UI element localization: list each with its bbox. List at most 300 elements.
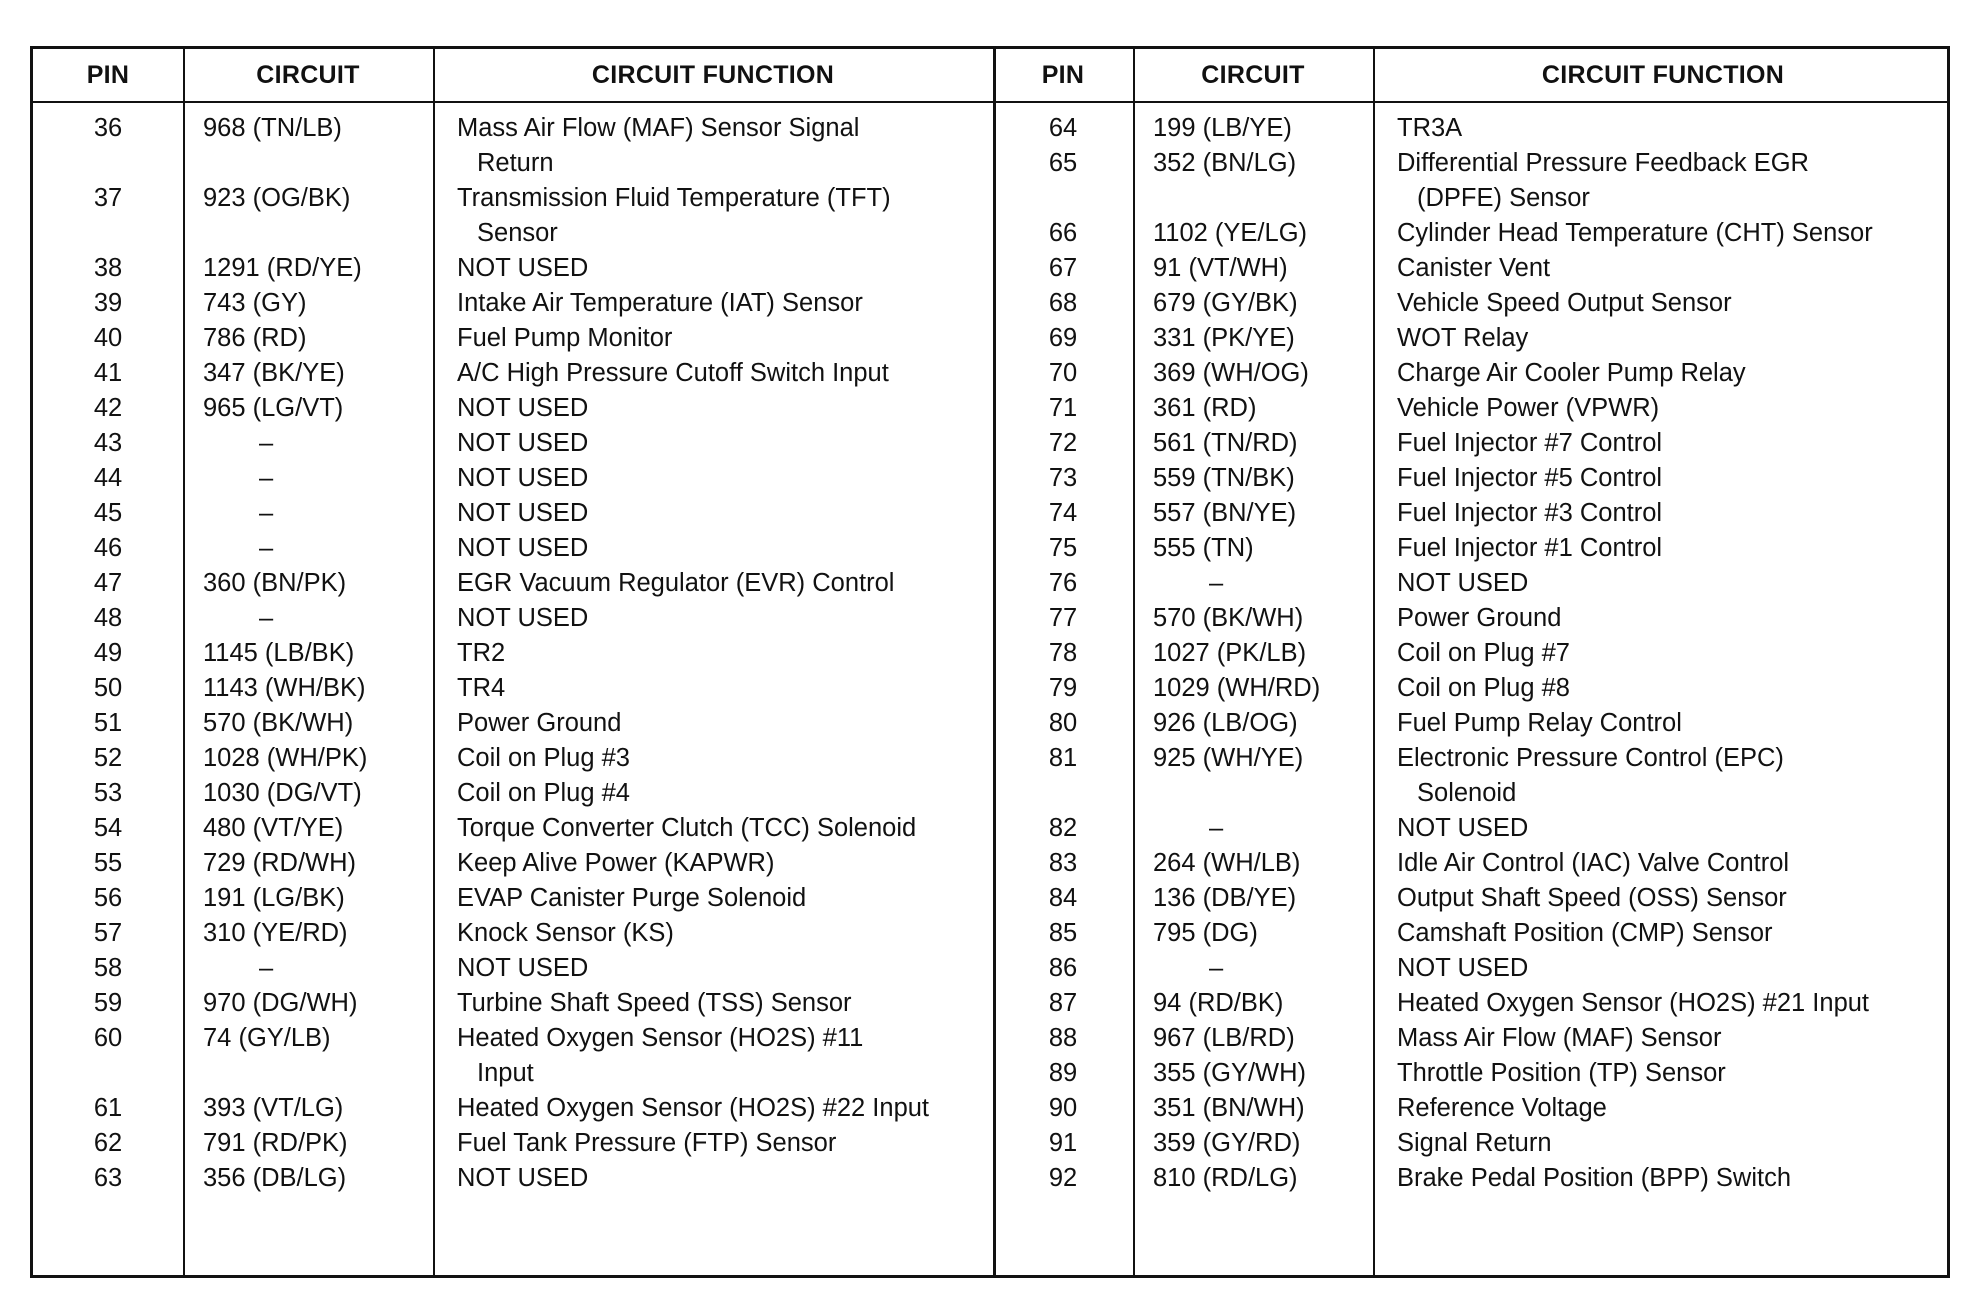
table-row <box>33 811 993 846</box>
pin-cell: 56 <box>93 884 123 912</box>
function-cell <box>1373 1091 1953 1126</box>
table-row <box>993 496 1953 531</box>
function-cell <box>1373 531 1953 566</box>
function-cell <box>1373 1161 1953 1196</box>
function-cell <box>1373 216 1953 251</box>
pin-cell: 81 <box>1048 744 1078 772</box>
pin-cell: 83 <box>1048 849 1078 877</box>
table-row <box>33 1126 993 1161</box>
function-text: EVAP Canister Purge Solenoid <box>457 884 807 912</box>
function-text: Heated Oxygen Sensor (HO2S) #21 Input <box>1397 989 1870 1017</box>
pin-cell: 58 <box>93 954 123 982</box>
circuit-cell: 94 (RD/BK) <box>1153 989 1284 1017</box>
pin-cell: 44 <box>93 464 123 492</box>
circuit-cell: 369 (WH/OG) <box>1153 359 1309 387</box>
function-text: Fuel Injector #3 Control <box>1397 499 1663 527</box>
function-text: Cylinder Head Temperature (CHT) Sensor <box>1397 219 1873 247</box>
function-cell <box>1373 1021 1953 1056</box>
table-row <box>993 1126 1953 1161</box>
circuit-cell: 347 (BK/YE) <box>203 359 345 387</box>
function-cell <box>433 1161 993 1196</box>
function-cell <box>433 601 993 636</box>
circuit-cell: 559 (TN/BK) <box>1153 464 1295 492</box>
table-row <box>993 671 1953 706</box>
function-cell <box>433 811 993 846</box>
circuit-cell: 555 (TN) <box>1153 534 1254 562</box>
table-row <box>33 391 993 426</box>
table-row <box>33 741 993 776</box>
circuit-cell: 743 (GY) <box>203 289 307 317</box>
function-cell <box>1373 986 1953 1021</box>
table-row <box>993 1056 1953 1091</box>
function-cell <box>433 391 993 426</box>
function-text: Vehicle Power (VPWR) <box>1397 394 1660 422</box>
function-cell <box>433 286 993 321</box>
pin-cell: 80 <box>1048 709 1078 737</box>
header-function-right: CIRCUIT FUNCTION <box>1541 61 1785 89</box>
function-cell <box>1373 671 1953 706</box>
pin-cell: 62 <box>93 1129 123 1157</box>
function-text-continued: Return <box>477 149 554 177</box>
function-cell <box>1373 496 1953 531</box>
function-text: Keep Alive Power (KAPWR) <box>457 849 775 877</box>
table-row <box>993 391 1953 426</box>
function-text: Fuel Injector #5 Control <box>1397 464 1663 492</box>
pin-cell: 78 <box>1048 639 1078 667</box>
header-circuit-right: CIRCUIT <box>1201 61 1305 89</box>
table-row <box>993 741 1953 811</box>
pin-cell: 69 <box>1048 324 1078 352</box>
function-text: NOT USED <box>457 429 589 457</box>
pin-cell: 67 <box>1048 254 1078 282</box>
function-text: Fuel Pump Monitor <box>457 324 673 352</box>
pin-cell: 54 <box>93 814 123 842</box>
table-row <box>33 881 993 916</box>
pin-cell: 68 <box>1048 289 1078 317</box>
function-text: NOT USED <box>1397 814 1529 842</box>
function-cell <box>433 1091 993 1126</box>
table-row <box>993 881 1953 916</box>
pin-cell: 43 <box>93 429 123 457</box>
header-function-left: CIRCUIT FUNCTION <box>591 61 835 89</box>
table-row <box>33 531 993 566</box>
function-text: A/C High Pressure Cutoff Switch Input <box>457 359 889 387</box>
function-cell <box>433 1126 993 1161</box>
circuit-cell: – <box>1209 569 1224 597</box>
function-cell <box>433 566 993 601</box>
table-row <box>33 181 993 251</box>
table-row <box>33 951 993 986</box>
function-text: Throttle Position (TP) Sensor <box>1397 1059 1726 1087</box>
table-row <box>33 1161 993 1196</box>
function-text: NOT USED <box>457 499 589 527</box>
table-row <box>33 601 993 636</box>
pin-cell: 55 <box>93 849 123 877</box>
circuit-cell: 310 (YE/RD) <box>203 919 348 947</box>
function-text: Power Ground <box>1397 604 1562 632</box>
pin-cell: 42 <box>93 394 123 422</box>
function-cell <box>1373 881 1953 916</box>
function-cell <box>1373 426 1953 461</box>
table-row <box>993 111 1953 146</box>
pin-cell: 89 <box>1048 1059 1078 1087</box>
function-cell <box>1373 811 1953 846</box>
function-text: Differential Pressure Feedback EGR <box>1397 149 1809 177</box>
function-text: NOT USED <box>1397 954 1529 982</box>
function-text: NOT USED <box>457 604 589 632</box>
pin-cell: 39 <box>93 289 123 317</box>
pin-cell: 79 <box>1048 674 1078 702</box>
function-text: Charge Air Cooler Pump Relay <box>1397 359 1746 387</box>
circuit-cell: – <box>259 464 274 492</box>
circuit-cell: 1291 (RD/YE) <box>203 254 362 282</box>
table-row <box>33 636 993 671</box>
pin-cell: 37 <box>93 184 123 212</box>
function-text-continued: (DPFE) Sensor <box>1417 184 1590 212</box>
pin-cell: 91 <box>1048 1129 1078 1157</box>
circuit-cell: 199 (LB/YE) <box>1153 114 1292 142</box>
function-text: NOT USED <box>457 954 589 982</box>
circuit-cell: 91 (VT/WH) <box>1153 254 1288 282</box>
pin-cell: 64 <box>1048 114 1078 142</box>
table-row <box>993 356 1953 391</box>
circuit-cell: 360 (BN/PK) <box>203 569 347 597</box>
table-row <box>993 1091 1953 1126</box>
table-row <box>993 146 1953 216</box>
function-cell <box>1373 146 1953 216</box>
function-cell <box>433 706 993 741</box>
pin-cell: 48 <box>93 604 123 632</box>
function-text: Idle Air Control (IAC) Valve Control <box>1397 849 1790 877</box>
function-cell <box>1373 111 1953 146</box>
function-text: NOT USED <box>457 1164 589 1192</box>
table-row <box>33 496 993 531</box>
left-rows <box>33 111 993 1196</box>
header-pin-left: PIN <box>86 61 130 89</box>
pin-cell: 84 <box>1048 884 1078 912</box>
pin-cell: 46 <box>93 534 123 562</box>
table-row <box>33 916 993 951</box>
function-text: Intake Air Temperature (IAT) Sensor <box>457 289 863 317</box>
circuit-cell: 791 (RD/PK) <box>203 1129 348 1157</box>
function-text: Signal Return <box>1397 1129 1552 1157</box>
circuit-cell: 355 (GY/WH) <box>1153 1059 1307 1087</box>
table-row <box>33 461 993 496</box>
pin-cell: 82 <box>1048 814 1078 842</box>
circuit-cell: 352 (BN/LG) <box>1153 149 1297 177</box>
function-text: Torque Converter Clutch (TCC) Solenoid <box>457 814 917 842</box>
table-row <box>993 916 1953 951</box>
table-row <box>33 321 993 356</box>
pin-cell: 53 <box>93 779 123 807</box>
circuit-cell: 970 (DG/WH) <box>203 989 358 1017</box>
pin-cell: 38 <box>93 254 123 282</box>
function-text: Fuel Injector #1 Control <box>1397 534 1663 562</box>
pin-cell: 70 <box>1048 359 1078 387</box>
circuit-cell: 264 (WH/LB) <box>1153 849 1301 877</box>
pin-cell: 51 <box>93 709 123 737</box>
table-row <box>33 846 993 881</box>
circuit-cell: – <box>259 429 274 457</box>
circuit-cell: – <box>259 954 274 982</box>
circuit-cell: 351 (BN/WH) <box>1153 1094 1305 1122</box>
table-row <box>33 111 993 181</box>
function-text-continued: Solenoid <box>1417 779 1517 807</box>
function-text: Coil on Plug #4 <box>457 779 630 807</box>
table-row <box>993 216 1953 251</box>
function-cell <box>433 531 993 566</box>
pin-cell: 65 <box>1048 149 1078 177</box>
table-row <box>993 1021 1953 1056</box>
function-text: Fuel Tank Pressure (FTP) Sensor <box>457 1129 837 1157</box>
circuit-cell: 74 (GY/LB) <box>203 1024 331 1052</box>
pin-cell: 41 <box>93 359 123 387</box>
function-cell <box>433 916 993 951</box>
table-row <box>33 566 993 601</box>
pin-cell: 77 <box>1048 604 1078 632</box>
table-row <box>33 986 993 1021</box>
function-text: Mass Air Flow (MAF) Sensor Signal <box>457 114 860 142</box>
circuit-cell: 1145 (LB/BK) <box>203 639 355 667</box>
pin-cell: 73 <box>1048 464 1078 492</box>
function-cell <box>1373 846 1953 881</box>
function-cell <box>433 181 993 251</box>
table-row <box>33 671 993 706</box>
table-row <box>993 636 1953 671</box>
circuit-cell: 795 (DG) <box>1153 919 1258 947</box>
function-cell <box>433 846 993 881</box>
function-cell <box>1373 391 1953 426</box>
function-cell <box>1373 566 1953 601</box>
function-text: Electronic Pressure Control (EPC) <box>1397 744 1784 772</box>
pin-cell: 59 <box>93 989 123 1017</box>
circuit-cell: 570 (BK/WH) <box>1153 604 1304 632</box>
function-text: Coil on Plug #8 <box>1397 674 1570 702</box>
function-text: NOT USED <box>457 394 589 422</box>
table-row <box>33 1091 993 1126</box>
function-text: Vehicle Speed Output Sensor <box>1397 289 1732 317</box>
circuit-cell: 480 (VT/YE) <box>203 814 344 842</box>
pin-cell: 52 <box>93 744 123 772</box>
function-cell <box>433 776 993 811</box>
function-text: TR4 <box>457 674 506 702</box>
pin-cell: 71 <box>1048 394 1078 422</box>
table-row <box>33 251 993 286</box>
header-pin-right: PIN <box>1041 61 1085 89</box>
table-row <box>993 601 1953 636</box>
function-text-continued: Input <box>477 1059 534 1087</box>
circuit-cell: 570 (BK/WH) <box>203 709 354 737</box>
function-text: Camshaft Position (CMP) Sensor <box>1397 919 1773 947</box>
function-text: NOT USED <box>1397 569 1529 597</box>
pin-cell: 72 <box>1048 429 1078 457</box>
function-cell <box>1373 636 1953 671</box>
table-row <box>993 986 1953 1021</box>
circuit-cell: 191 (LG/BK) <box>203 884 345 912</box>
header-divider <box>33 101 1947 103</box>
pin-cell: 36 <box>93 114 123 142</box>
table-row <box>993 461 1953 496</box>
table-row <box>33 776 993 811</box>
circuit-cell: – <box>259 499 274 527</box>
function-text: TR3A <box>1397 114 1463 142</box>
circuit-cell: – <box>1209 814 1224 842</box>
circuit-cell: 1102 (YE/LG) <box>1153 219 1308 247</box>
function-cell <box>433 741 993 776</box>
circuit-cell: 968 (TN/LB) <box>203 114 342 142</box>
function-text: Coil on Plug #7 <box>1397 639 1570 667</box>
pin-cell: 40 <box>93 324 123 352</box>
function-cell <box>1373 251 1953 286</box>
function-cell <box>1373 601 1953 636</box>
table-row <box>993 426 1953 461</box>
function-text: Mass Air Flow (MAF) Sensor <box>1397 1024 1722 1052</box>
function-text: Power Ground <box>457 709 622 737</box>
function-cell <box>1373 741 1953 811</box>
pin-cell: 60 <box>93 1024 123 1052</box>
pin-cell: 47 <box>93 569 123 597</box>
function-text: Coil on Plug #3 <box>457 744 630 772</box>
function-text: Heated Oxygen Sensor (HO2S) #22 Input <box>457 1094 930 1122</box>
table-row <box>33 706 993 741</box>
circuit-cell: 356 (DB/LG) <box>203 1164 347 1192</box>
table-row <box>993 1161 1953 1196</box>
circuit-cell: 679 (GY/BK) <box>1153 289 1298 317</box>
pin-cell: 86 <box>1048 954 1078 982</box>
function-text: Brake Pedal Position (BPP) Switch <box>1397 1164 1792 1192</box>
function-text: Reference Voltage <box>1397 1094 1607 1122</box>
pin-cell: 63 <box>93 1164 123 1192</box>
function-text: Knock Sensor (KS) <box>457 919 674 947</box>
table-row <box>33 1021 993 1091</box>
pin-cell: 76 <box>1048 569 1078 597</box>
table-row <box>993 321 1953 356</box>
circuit-cell: 393 (VT/LG) <box>203 1094 344 1122</box>
function-cell <box>433 951 993 986</box>
function-text: Canister Vent <box>1397 254 1551 282</box>
table-row <box>993 531 1953 566</box>
header-circuit-left: CIRCUIT <box>256 61 360 89</box>
function-text-continued: Sensor <box>477 219 558 247</box>
table-row <box>993 951 1953 986</box>
function-text: Turbine Shaft Speed (TSS) Sensor <box>457 989 852 1017</box>
circuit-cell: 923 (OG/BK) <box>203 184 351 212</box>
pin-cell: 87 <box>1048 989 1078 1017</box>
table-row <box>993 286 1953 321</box>
pin-cell: 49 <box>93 639 123 667</box>
table-row <box>993 566 1953 601</box>
function-cell <box>1373 951 1953 986</box>
circuit-cell: 729 (RD/WH) <box>203 849 357 877</box>
function-cell <box>1373 1056 1953 1091</box>
function-text: NOT USED <box>457 534 589 562</box>
function-cell <box>1373 286 1953 321</box>
circuit-cell: 359 (GY/RD) <box>1153 1129 1301 1157</box>
table-row <box>993 251 1953 286</box>
function-text: TR2 <box>457 639 506 667</box>
pin-cell: 45 <box>93 499 123 527</box>
function-cell <box>433 636 993 671</box>
function-cell <box>433 461 993 496</box>
pin-cell: 92 <box>1048 1164 1078 1192</box>
function-cell <box>433 671 993 706</box>
function-text: Heated Oxygen Sensor (HO2S) #11 <box>457 1024 864 1052</box>
function-cell <box>433 426 993 461</box>
function-text: WOT Relay <box>1397 324 1529 352</box>
circuit-cell: 557 (BN/YE) <box>1153 499 1297 527</box>
table-row <box>993 706 1953 741</box>
pin-table <box>30 46 1950 1278</box>
pin-cell: 61 <box>93 1094 123 1122</box>
circuit-cell: 926 (LB/OG) <box>1153 709 1298 737</box>
circuit-cell: 810 (RD/LG) <box>1153 1164 1298 1192</box>
circuit-cell: 1028 (WH/PK) <box>203 744 368 772</box>
pin-cell: 75 <box>1048 534 1078 562</box>
function-text: Output Shaft Speed (OSS) Sensor <box>1397 884 1787 912</box>
table-row <box>993 811 1953 846</box>
function-cell <box>1373 916 1953 951</box>
circuit-cell: 965 (LG/VT) <box>203 394 344 422</box>
table-row <box>33 286 993 321</box>
circuit-cell: 561 (TN/RD) <box>1153 429 1298 457</box>
function-cell <box>433 321 993 356</box>
function-cell <box>433 111 993 181</box>
pin-cell: 57 <box>93 919 123 947</box>
function-text: NOT USED <box>457 464 589 492</box>
function-cell <box>1373 321 1953 356</box>
function-cell <box>433 356 993 391</box>
function-text: Transmission Fluid Temperature (TFT) <box>457 184 891 212</box>
function-cell <box>433 496 993 531</box>
circuit-cell: 331 (PK/YE) <box>1153 324 1295 352</box>
function-cell <box>1373 356 1953 391</box>
circuit-cell: – <box>259 604 274 632</box>
circuit-cell: 1030 (DG/VT) <box>203 779 362 807</box>
table-row <box>33 426 993 461</box>
pin-cell: 74 <box>1048 499 1078 527</box>
right-rows <box>993 111 1953 1196</box>
circuit-cell: 1143 (WH/BK) <box>203 674 366 702</box>
function-text: Fuel Injector #7 Control <box>1397 429 1663 457</box>
function-cell <box>1373 706 1953 741</box>
function-text: Fuel Pump Relay Control <box>1397 709 1682 737</box>
function-cell <box>433 1021 993 1091</box>
function-text: NOT USED <box>457 254 589 282</box>
pin-cell: 90 <box>1048 1094 1078 1122</box>
circuit-cell: 136 (DB/YE) <box>1153 884 1297 912</box>
function-text: EGR Vacuum Regulator (EVR) Control <box>457 569 895 597</box>
circuit-cell: – <box>1209 954 1224 982</box>
circuit-cell: 967 (LB/RD) <box>1153 1024 1295 1052</box>
circuit-cell: – <box>259 534 274 562</box>
function-cell <box>433 251 993 286</box>
circuit-cell: 925 (WH/YE) <box>1153 744 1304 772</box>
pin-cell: 85 <box>1048 919 1078 947</box>
pin-cell: 66 <box>1048 219 1078 247</box>
function-cell <box>433 881 993 916</box>
pin-cell: 88 <box>1048 1024 1078 1052</box>
function-cell <box>433 986 993 1021</box>
circuit-cell: 786 (RD) <box>203 324 307 352</box>
table-row <box>993 846 1953 881</box>
function-cell <box>1373 461 1953 496</box>
function-cell <box>1373 1126 1953 1161</box>
circuit-cell: 361 (RD) <box>1153 394 1257 422</box>
circuit-cell: 1029 (WH/RD) <box>1153 674 1321 702</box>
circuit-cell: 1027 (PK/LB) <box>1153 639 1307 667</box>
table-row <box>33 356 993 391</box>
pin-cell: 50 <box>93 674 123 702</box>
